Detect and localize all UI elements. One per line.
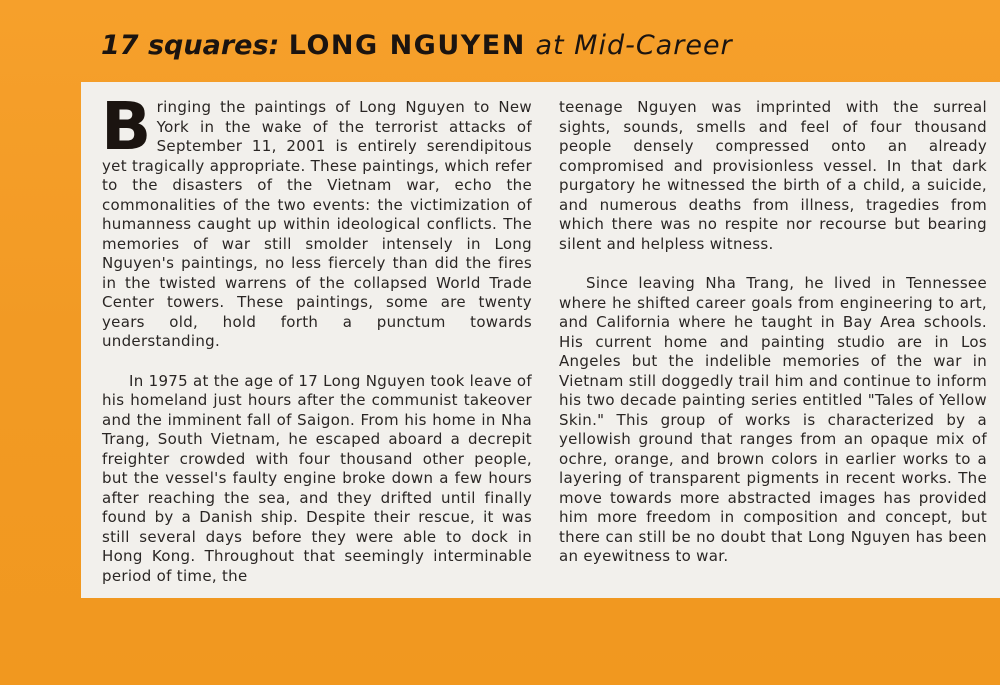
paragraph-1-text: ringing the paintings of Long Nguyen to New York in the wake of the terrorist attacks of September 11, 2001 is entirely serendipitous yet tragically appropriate. These paintings, which refer to the disasters of the Vietnam war, echo the commonalities of the two events: the victimization of humanness caught up within ideological conflicts. The memories of war still smolder intensely in Long Nguyen's paintings, no less fiercely than did the fires in the twisted warrens of the collapsed World Trade Center towers. These paintings, some are twenty years old, hold forth a punctum towards understanding. <box>102 98 532 350</box>
article-panel <box>81 82 1000 598</box>
title-subtitle: at Mid-Career <box>525 30 733 61</box>
drop-cap: B <box>101 88 152 165</box>
title-series: 17 squares: <box>101 30 289 61</box>
title-artist: LONG NGUYEN <box>288 30 526 61</box>
article-column-right <box>559 98 987 567</box>
paragraph-2: In 1975 at the age of 17 Long Nguyen took leave of his homeland just hours after the communist takeover and the imminent fall of Saigon. From his home in Nha Trang, South Vietnam, he escaped aboard a decrepit freighter crowded with four thousand other people, but the vessel's faulty engine broke down a few hours after reaching the sea, and they drifted until finally found by a Danish ship. Despite their rescue, it was still several days before they were able to dock in Hong Kong. Throughout that seemingly interminable period of time, the <box>102 371 532 585</box>
page-title <box>101 28 733 64</box>
paragraph-3: teenage Nguyen was imprinted with the surreal sights, sounds, smells and feel of four thousand people densely compressed onto an already compromised and provisionless vessel. In that dark purgatory he witnessed the birth of a child, a suicide, and numerous deaths from illness, tragedies from which there was no respite nor recourse but bearing silent and helpless witness. <box>559 98 987 253</box>
paragraph-4: Since leaving Nha Trang, he lived in Tennessee where he shifted career goals from engineering to art, and California where he taught in Bay Area schools. His current home and painting studio are in Los Angeles but the indelible memories of the war in Vietnam still doggedly trail him and continue to inform his two decade painting series entitled "Tales of Yellow Skin." This group of works is characterized by a yellowish ground that ranges from an opaque mix of ochre, orange, and brown colors in earlier works to a layering of transparent pigments in recent works. The move towards more abstracted images has provided him more freedom in composition and concept, but there can still be no doubt that Long Nguyen has been an eyewitness to war. <box>559 274 987 565</box>
paragraph-1 <box>101 88 532 352</box>
article-column-left <box>101 88 532 586</box>
